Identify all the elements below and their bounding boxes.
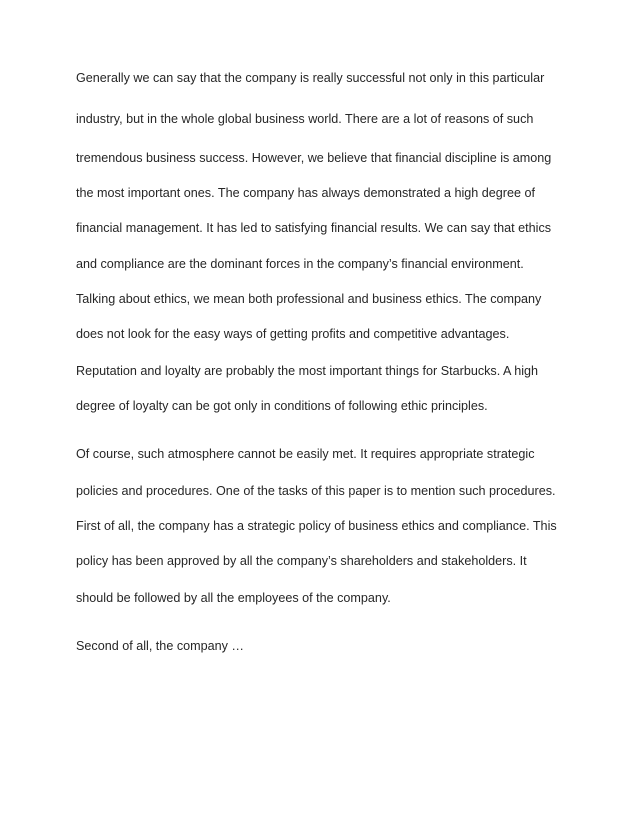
paragraph-2-line-3: First of all, the company has a strategic policy of business ethics and compliance. This — [76, 519, 557, 533]
paragraph-1-line-6: and compliance are the dominant forces in the company’s financial environment. — [76, 257, 524, 271]
paragraph-1-line-10: degree of loyalty can be got only in conditions of following ethic principles. — [76, 399, 488, 413]
paragraph-1-line-4: the most important ones. The company has always demonstrated a high degree of — [76, 186, 536, 200]
paragraph-2-line-1: Of course, such atmosphere cannot be easily met. It requires appropriate strategic — [76, 447, 535, 461]
paragraph-3-line-1: Second of all, the company … — [76, 639, 245, 653]
paragraph-1-line-8: does not look for the easy ways of getting profits and competitive advantages. — [76, 327, 510, 341]
paragraph-1-line-1: Generally we can say that the company is really successful not only in this particular — [76, 71, 545, 85]
paragraph-1-line-3: tremendous business success. However, we believe that financial discipline is among — [76, 151, 552, 165]
paragraph-1-line-7: Talking about ethics, we mean both professional and business ethics. The company — [76, 292, 542, 306]
paragraph-2-line-2: policies and procedures. One of the tasks of this paper is to mention such procedures. — [76, 484, 556, 498]
paragraph-1-line-2: industry, but in the whole global business world. There are a lot of reasons of such — [76, 112, 534, 126]
paragraph-1-line-9: Reputation and loyalty are probably the most important things for Starbucks. A high — [76, 364, 539, 378]
paragraph-2-line-4: policy has been approved by all the company’s shareholders and stakeholders. It — [76, 554, 527, 568]
paragraph-1-line-5: financial management. It has led to satisfying financial results. We can say that ethics — [76, 221, 552, 235]
paragraph-2-line-5: should be followed by all the employees of the company. — [76, 591, 391, 605]
